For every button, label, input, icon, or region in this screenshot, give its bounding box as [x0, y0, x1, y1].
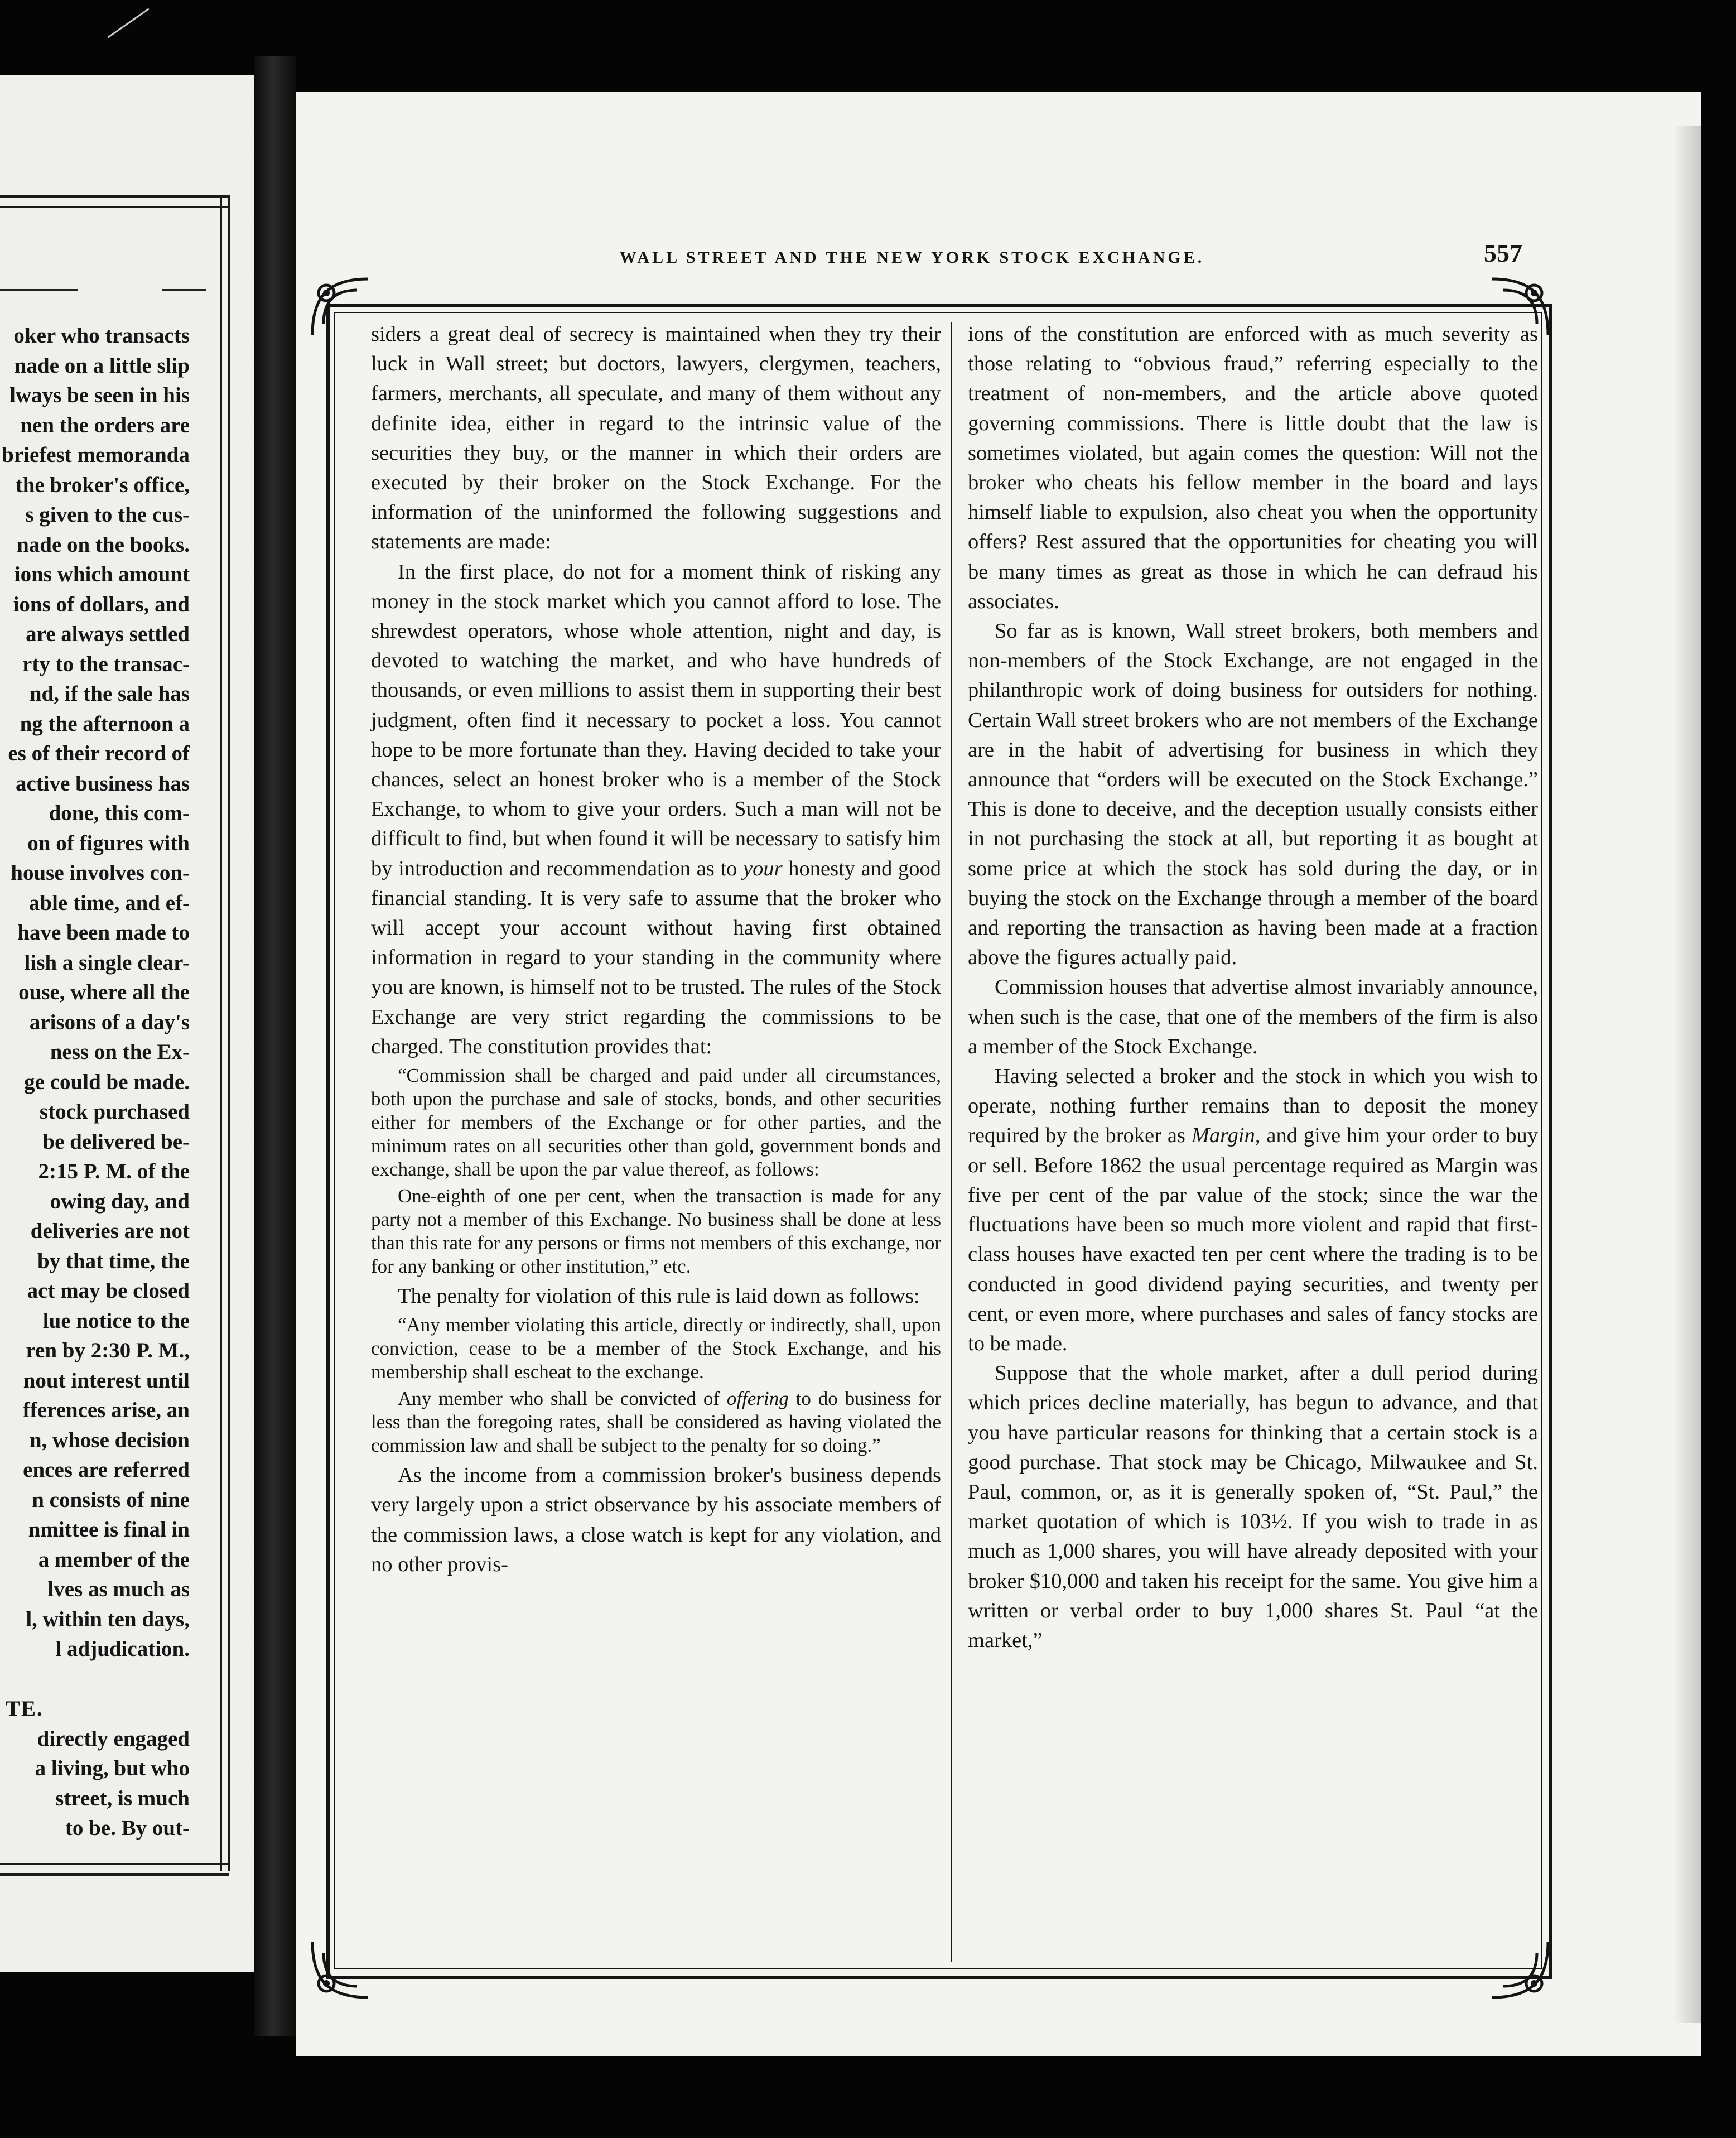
section-dash — [0, 289, 78, 291]
block-quote: Any member who shall be convicted of offering to do business for less than the foregoing rates, shall be considered as having violated the commission law and shall be subject to the penalty for so doing.” — [371, 1388, 942, 1457]
left-page-line: deliveries are not — [30, 1219, 190, 1243]
left-page-line: nmittee is final in — [28, 1518, 190, 1542]
left-page-line: ions of dollars, and — [13, 592, 190, 617]
left-page-line: lways be seen in his — [9, 383, 190, 407]
paragraph: Suppose that the whole market, after a dull period during which prices decline materially, has begun to advance, and that you have particular reasons for thinking that a certain stock is a good purchase. That stock may be Chicago, Milwaukee and St. Paul, common, or, as it is generally spoken of, “St. Paul,” the market quotation of which is 103½. If you wish to trade in as much as 1,000 shares, you will have already deposited with your broker $10,000 and taken his receipt for the same. You give him a written or verbal order to buy 1,000 shares St. Paul “at the market,” — [968, 1361, 1538, 1652]
spacer — [0, 1664, 190, 1694]
scan-artifact — [107, 8, 149, 38]
page-557 — [296, 92, 1701, 2056]
block-quote: “Commission shall be charged and paid under all circumstances, both upon the purchase and sale of stocks, bonds, and other securities either for members of the Exchange or for other parties, and the minimum rates on all securities other than gold, government bonds and exchange, shall be upon the par value thereof, as follows: — [371, 1065, 941, 1181]
left-page-line: ions which amount — [14, 562, 190, 586]
left-page-line: the broker's office, — [15, 473, 190, 497]
paragraph: The penalty for violation of this rule is laid down as follows: — [398, 1284, 920, 1308]
page-number: 557 — [1484, 239, 1522, 267]
left-page-line: briefest memoranda — [2, 443, 190, 467]
left-page-line: l adjudication. — [55, 1637, 190, 1661]
left-page-line: a living, but who — [35, 1756, 190, 1780]
paragraph: Commission houses that advertise almost invariably announce, when such is the case, that one of the members of the firm is also a member of the Stock Exchange. — [968, 975, 1538, 1058]
corner-ornament-bottom-left — [307, 1936, 374, 2003]
left-page-top-rule — [0, 195, 229, 208]
column-divider — [951, 322, 952, 1962]
left-page-line: nout interest until — [23, 1368, 190, 1393]
paragraph: ions of the constitution are enforced with as much severity as those relating to “obvious fraud,” referring especially to the treatment of non-members, and the article above quoted governing commissions. There is little doubt that the law is sometimes violated, but again comes the question: Will not the broker who cheats his fellow member in the board and lays himself liable to expulsion, also cheat you when the opportunity offers? Rest assured that the opportunities for cheating you will be many times as great as those in which he can defraud his associates. — [968, 322, 1538, 613]
left-page-line: ouse, where all the — [18, 980, 190, 1004]
book-gutter — [254, 56, 296, 2036]
left-page-line: be delivered be- — [42, 1129, 190, 1154]
left-page-line: active business has — [15, 771, 190, 796]
left-page-line: nd, if the sale has — [29, 682, 190, 706]
left-page-line: es of their record of — [8, 741, 190, 765]
left-page-line: l, within ten days, — [26, 1607, 190, 1631]
left-page-line: 2:15 P. M. of the — [38, 1159, 190, 1183]
text-column-left — [371, 320, 941, 1580]
left-page-line: n consists of nine — [32, 1487, 190, 1512]
left-page-line: arisons of a day's — [29, 1010, 190, 1034]
left-page-line: act may be closed — [27, 1279, 190, 1303]
left-page-line: ness on the Ex- — [50, 1040, 190, 1064]
left-page-fragment — [0, 75, 254, 1972]
left-page-line: directly engaged — [37, 1726, 190, 1751]
text-column-right — [968, 320, 1538, 1655]
left-page-line: ng the afternoon a — [20, 711, 190, 736]
left-page-line: s given to the cus- — [25, 503, 190, 527]
left-page-line: ences are referred — [23, 1458, 190, 1482]
left-page-line: on of figures with — [27, 831, 190, 855]
left-page-line: oker who transacts — [13, 324, 190, 348]
left-page-line: nade on a little slip — [14, 353, 190, 378]
left-page-line: able time, and ef- — [28, 890, 190, 915]
corner-ornament-top-left — [307, 273, 374, 340]
left-page-bottom-rule — [0, 1863, 229, 1876]
left-page-line: street, is much — [55, 1786, 190, 1810]
left-page-line: a member of the — [38, 1547, 190, 1572]
left-page-heading: TE. — [6, 1697, 44, 1721]
left-page-line: done, this com- — [49, 801, 190, 825]
left-page-line: to be. By out- — [65, 1816, 190, 1840]
paragraph: So far as is known, Wall street brokers, both members and non-members of the Stock Exchange, are not engaged in the philanthropic work of doing business for outsiders for nothing. Certain Wall street brokers who are not members of the Exchange are in the habit of advertising for business in which they announce that “orders will be executed on the Stock Exchange.” This is done to deceive, and the deception usually consists either in not purchasing the stock at all, but reporting it as bought at some price at which the stock has sold during the day, or in buying the stock on the Exchange through a member of the board and reporting the transaction as having been made at a fraction above the figures actually paid. — [968, 619, 1538, 970]
block-quote: “Any member violating this article, directly or indirectly, shall, upon conviction, cease to be a member of the Stock Exchange, and his membership shall escheat to the exchange. — [371, 1314, 941, 1383]
section-dash — [162, 289, 206, 291]
left-page-line: lves as much as — [47, 1577, 190, 1601]
paragraph: As the income from a commission broker's business depends very largely upon a strict observance by his associate members of the commission laws, a close watch is kept for any violation, and no other provis- — [371, 1463, 941, 1576]
left-page-line: house involves con- — [11, 861, 190, 885]
left-page-line: nade on the books. — [17, 532, 190, 557]
left-page-line: nen the orders are — [20, 413, 190, 437]
left-page-line: lish a single clear- — [24, 950, 190, 975]
left-page-line: lue notice to the — [42, 1308, 190, 1333]
corner-ornament-bottom-right — [1487, 1936, 1554, 2003]
left-page-side-rule — [220, 195, 230, 1871]
page-edge-shadow — [1674, 126, 1701, 2023]
paragraph: siders a great deal of secrecy is maintained when they try their luck in Wall street; but doctors, lawyers, clergymen, teachers, farmers, merchants, all speculate, and many of them without any definite idea, either in regard to the intrinsic value of the securities they buy, or the manner in which their orders are executed by their broker on the Stock Exchange. For the information of the uninformed the following suggestions and statements are made: — [371, 322, 941, 554]
left-page-text — [0, 321, 190, 1843]
paragraph: In the first place, do not for a moment think of risking any money in the stock market which you cannot afford to lose. The shrewdest operators, whose whole attention, night and day, is devoted to watching the market, and who have hundreds of thousands, or even millions to assist them in supporting their best judgment, often find it necessary to pocket a loss. You cannot hope to be more fortunate than they. Having decided to take your chances, select an honest broker who is a member of the Stock Exchange, to whom to give your orders. Such a man will not be difficult to find, but when found it will be necessary to satisfy him by introduction and recommendation as to your honesty and good financial standing. It is very safe to assume that the broker who will accept your account without having first obtained information in regard to your standing in the community where you are known, is himself not to be trusted. The rules of the Stock Exchange are very strict regarding the commissions to be charged. The constitution provides that: — [371, 560, 941, 1058]
left-page-line: rty to the transac- — [22, 652, 190, 676]
left-page-line: stock purchased — [39, 1100, 190, 1124]
left-page-line: ge could be made. — [24, 1070, 190, 1094]
left-page-line: are always settled — [26, 622, 190, 646]
running-head: WALL STREET AND THE NEW YORK STOCK EXCHANGE. — [619, 248, 1205, 267]
left-page-line: n, whose decision — [29, 1428, 190, 1452]
left-page-line: fferences arise, an — [22, 1398, 190, 1422]
left-page-line: have been made to — [17, 921, 190, 945]
left-page-line: ren by 2:30 P. M., — [26, 1338, 190, 1362]
block-quote: One-eighth of one per cent, when the transaction is made for any party not a member of this Exchange. No business shall be done at less than this rate for any persons or firms not members of this exchange, nor for any banking or other institution,” etc. — [371, 1185, 941, 1278]
left-page-line: owing day, and — [50, 1189, 190, 1214]
left-page-line: by that time, the — [37, 1249, 190, 1273]
paragraph: Having selected a broker and the stock in which you wish to operate, nothing further remains than to deposit the money required by the broker as Margin, and give him your order to buy or sell. Before 1862 the usual percentage required as Margin was five per cent of the par value of the stock; since the war the fluctuations have been so much more violent and rapid that first-class houses have exacted ten per cent where the trading is to be conducted in good dividend paying securities, and twenty per cent, or even more, where purchases and sales of fancy stocks are to be made. — [968, 1065, 1539, 1355]
